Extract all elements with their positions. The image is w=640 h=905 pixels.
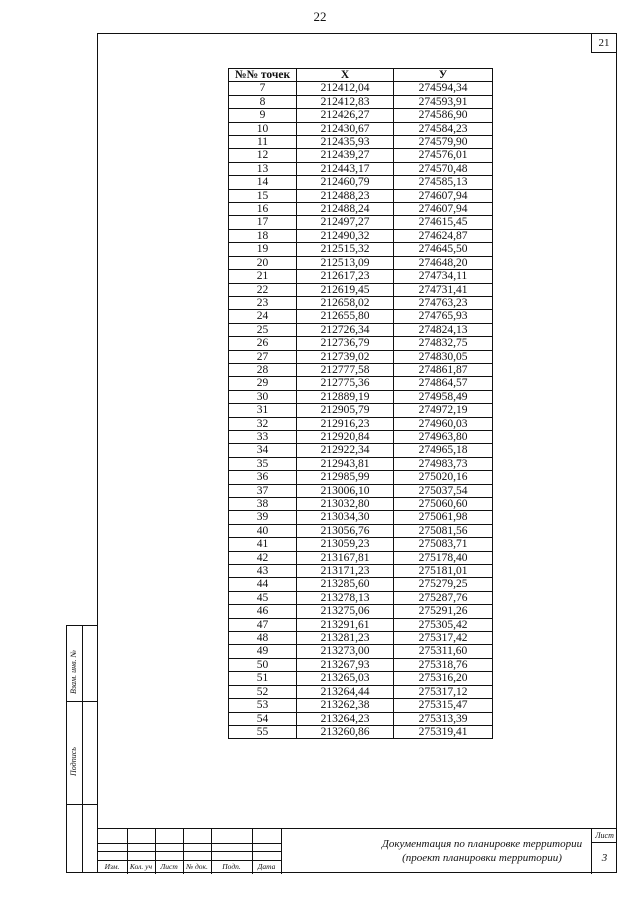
table-row: [229, 310, 493, 323]
cell-y: 274615,45: [394, 216, 493, 229]
cell-y: 274765,93: [394, 310, 493, 323]
table-row: [229, 471, 493, 484]
cell-point-number: 13: [229, 162, 297, 175]
cell-y: 275060,60: [394, 498, 493, 511]
cell-x: 212943,81: [297, 457, 394, 470]
cell-x: 212439,27: [297, 149, 394, 162]
cell-point-number: 33: [229, 430, 297, 443]
table-row: [229, 430, 493, 443]
hdr-doc-number: № док.: [186, 862, 208, 871]
table-body: [229, 82, 493, 739]
cell-y: 274584,23: [394, 122, 493, 135]
cell-point-number: 20: [229, 256, 297, 269]
table-row: [229, 645, 493, 658]
cell-y: 274731,41: [394, 283, 493, 296]
table-row: [229, 551, 493, 564]
side-label-inventory: Взам. инв. №: [69, 649, 78, 694]
table-row: [229, 444, 493, 457]
cell-y: 275287,76: [394, 591, 493, 604]
table-row: [229, 256, 493, 269]
cell-point-number: 31: [229, 404, 297, 417]
cell-y: 275319,41: [394, 725, 493, 738]
cell-x: 213056,76: [297, 524, 394, 537]
cell-y: 274585,13: [394, 176, 493, 189]
cell-y: 274570,48: [394, 162, 493, 175]
cell-point-number: 50: [229, 658, 297, 671]
cell-x: 212739,02: [297, 350, 394, 363]
table-row: [229, 524, 493, 537]
cell-y: 275061,98: [394, 511, 493, 524]
table-row: [229, 591, 493, 604]
cell-x: 212889,19: [297, 390, 394, 403]
cell-point-number: 27: [229, 350, 297, 363]
hdr-count: Кол. уч: [129, 862, 153, 871]
cell-point-number: 29: [229, 377, 297, 390]
cell-x: 213278,13: [297, 591, 394, 604]
cell-y: 274972,19: [394, 404, 493, 417]
cell-y: 274960,03: [394, 417, 493, 430]
cell-y: 275178,40: [394, 551, 493, 564]
cell-y: 274830,05: [394, 350, 493, 363]
cell-point-number: 22: [229, 283, 297, 296]
cell-point-number: 16: [229, 203, 297, 216]
cell-point-number: 40: [229, 524, 297, 537]
cell-x: 212426,27: [297, 109, 394, 122]
table-row: [229, 417, 493, 430]
cell-x: 212490,32: [297, 229, 394, 242]
cell-x: 212655,80: [297, 310, 394, 323]
cell-x: 213034,30: [297, 511, 394, 524]
table-row: [229, 390, 493, 403]
cell-x: 213285,60: [297, 578, 394, 591]
table-row: [229, 498, 493, 511]
cell-y: 274832,75: [394, 337, 493, 350]
cell-x: 212513,09: [297, 256, 394, 269]
cell-y: 274624,87: [394, 229, 493, 242]
cell-y: 274824,13: [394, 323, 493, 336]
cell-y: 275020,16: [394, 471, 493, 484]
cell-point-number: 17: [229, 216, 297, 229]
cell-point-number: 43: [229, 565, 297, 578]
table-row: [229, 484, 493, 497]
table-row: [229, 283, 493, 296]
cell-point-number: 25: [229, 323, 297, 336]
cell-x: 212488,23: [297, 189, 394, 202]
table-row: [229, 95, 493, 108]
side-label-signature: Подпись: [69, 747, 78, 776]
cell-point-number: 11: [229, 136, 297, 149]
cell-point-number: 8: [229, 95, 297, 108]
table-row: [229, 538, 493, 551]
cell-point-number: 48: [229, 632, 297, 645]
cell-y: 274864,57: [394, 377, 493, 390]
cell-point-number: 42: [229, 551, 297, 564]
cell-y: 274861,87: [394, 363, 493, 376]
coordinates-table: [228, 68, 493, 739]
table-row: [229, 296, 493, 309]
cell-y: 275279,25: [394, 578, 493, 591]
cell-point-number: 36: [229, 471, 297, 484]
cell-y: 274607,94: [394, 189, 493, 202]
sheet-label: Лист: [591, 829, 617, 843]
table-row: [229, 618, 493, 631]
table-row: [229, 203, 493, 216]
cell-point-number: 26: [229, 337, 297, 350]
cell-y: 275081,56: [394, 524, 493, 537]
cell-point-number: 23: [229, 296, 297, 309]
hdr-sheet: Лист: [160, 862, 178, 871]
cell-x: 212916,23: [297, 417, 394, 430]
table-row: [229, 109, 493, 122]
cell-y: 275311,60: [394, 645, 493, 658]
table-row: [229, 725, 493, 738]
cell-x: 213006,10: [297, 484, 394, 497]
page-number: 22: [313, 9, 327, 24]
table-row: [229, 363, 493, 376]
cell-x: 213171,23: [297, 565, 394, 578]
cell-y: 275313,39: [394, 712, 493, 725]
cell-point-number: 47: [229, 618, 297, 631]
hdr-date: Дата: [257, 862, 276, 871]
cell-x: 212412,04: [297, 82, 394, 95]
cell-point-number: 10: [229, 122, 297, 135]
cell-y: 275037,54: [394, 484, 493, 497]
cell-y: 274963,80: [394, 430, 493, 443]
cell-point-number: 55: [229, 725, 297, 738]
cell-point-number: 49: [229, 645, 297, 658]
cell-x: 213291,61: [297, 618, 394, 631]
table-row: [229, 404, 493, 417]
cell-x: 213262,38: [297, 699, 394, 712]
cell-x: 213281,23: [297, 632, 394, 645]
cell-point-number: 51: [229, 672, 297, 685]
cell-x: 212726,34: [297, 323, 394, 336]
table-row: [229, 685, 493, 698]
table-row: [229, 149, 493, 162]
cell-x: 212985,99: [297, 471, 394, 484]
cell-y: 274576,01: [394, 149, 493, 162]
cell-y: 275317,12: [394, 685, 493, 698]
cell-x: 212658,02: [297, 296, 394, 309]
cell-x: 213260,86: [297, 725, 394, 738]
table-row: [229, 457, 493, 470]
cell-x: 212905,79: [297, 404, 394, 417]
cell-x: 213275,06: [297, 605, 394, 618]
cell-y: 275318,76: [394, 658, 493, 671]
document-title-line1: Документация по планировке территории: [381, 838, 583, 850]
cell-point-number: 19: [229, 243, 297, 256]
table-row: [229, 136, 493, 149]
cell-y: 275317,42: [394, 632, 493, 645]
table-row: [229, 229, 493, 242]
cell-y: 274965,18: [394, 444, 493, 457]
cell-x: 213167,81: [297, 551, 394, 564]
table-row: [229, 323, 493, 336]
cell-x: 212736,79: [297, 337, 394, 350]
cell-point-number: 46: [229, 605, 297, 618]
cell-x: 213032,80: [297, 498, 394, 511]
cell-point-number: 53: [229, 699, 297, 712]
table-row: [229, 176, 493, 189]
cell-x: 213265,03: [297, 672, 394, 685]
table-row: [229, 658, 493, 671]
table-row: [229, 216, 493, 229]
cell-x: 212460,79: [297, 176, 394, 189]
table-row: [229, 672, 493, 685]
cell-point-number: 18: [229, 229, 297, 242]
cell-x: 212515,32: [297, 243, 394, 256]
title-block-grid: [97, 829, 281, 874]
cell-point-number: 14: [229, 176, 297, 189]
cell-x: 212435,93: [297, 136, 394, 149]
side-stamp: [66, 625, 97, 873]
table-row: [229, 712, 493, 725]
table-row: [229, 162, 493, 175]
sheet-value: 3: [591, 843, 617, 874]
col-header-y: У: [394, 69, 493, 82]
hdr-signature: Подп.: [222, 862, 241, 871]
cell-x: 213264,44: [297, 685, 394, 698]
cell-x: 212443,17: [297, 162, 394, 175]
table-row: [229, 565, 493, 578]
table-row: [229, 578, 493, 591]
cell-y: 274983,73: [394, 457, 493, 470]
table-row: [229, 699, 493, 712]
document-title: [287, 837, 640, 865]
col-header-x: X: [297, 69, 394, 82]
cell-x: 212619,45: [297, 283, 394, 296]
cell-y: 275315,47: [394, 699, 493, 712]
table-row: [229, 243, 493, 256]
document-title-line2: (проект планировки территории): [402, 852, 562, 864]
cell-point-number: 41: [229, 538, 297, 551]
table-row: [229, 377, 493, 390]
table-row: [229, 605, 493, 618]
table-row: [229, 632, 493, 645]
cell-point-number: 54: [229, 712, 297, 725]
cell-point-number: 21: [229, 270, 297, 283]
cell-y: 275291,26: [394, 605, 493, 618]
cell-point-number: 32: [229, 417, 297, 430]
table-row: [229, 189, 493, 202]
cell-x: 212922,34: [297, 444, 394, 457]
cell-point-number: 7: [229, 82, 297, 95]
cell-point-number: 52: [229, 685, 297, 698]
table-row: [229, 270, 493, 283]
table-row: [229, 82, 493, 95]
cell-point-number: 9: [229, 109, 297, 122]
cell-point-number: 37: [229, 484, 297, 497]
cell-y: 274607,94: [394, 203, 493, 216]
cell-point-number: 24: [229, 310, 297, 323]
cell-y: 274763,23: [394, 296, 493, 309]
cell-x: 212488,24: [297, 203, 394, 216]
cell-point-number: 44: [229, 578, 297, 591]
cell-x: 212412,83: [297, 95, 394, 108]
table-row: [229, 122, 493, 135]
table-row: [229, 337, 493, 350]
table-row: [229, 511, 493, 524]
cell-y: 274586,90: [394, 109, 493, 122]
sheet-box: 21: [591, 33, 617, 53]
cell-x: 212775,36: [297, 377, 394, 390]
cell-y: 275181,01: [394, 565, 493, 578]
cell-y: 274734,11: [394, 270, 493, 283]
col-header-point: №№ точек: [229, 69, 297, 82]
cell-x: 212497,27: [297, 216, 394, 229]
cell-y: 275305,42: [394, 618, 493, 631]
cell-x: 213059,23: [297, 538, 394, 551]
cell-x: 212430,67: [297, 122, 394, 135]
cell-point-number: 38: [229, 498, 297, 511]
cell-point-number: 39: [229, 511, 297, 524]
cell-y: 274594,34: [394, 82, 493, 95]
cell-point-number: 35: [229, 457, 297, 470]
cell-y: 274593,91: [394, 95, 493, 108]
hdr-change: Изм.: [104, 862, 120, 871]
cell-point-number: 28: [229, 363, 297, 376]
cell-point-number: 34: [229, 444, 297, 457]
cell-x: 213273,00: [297, 645, 394, 658]
cell-x: 213264,23: [297, 712, 394, 725]
title-block: [97, 828, 617, 873]
cell-point-number: 15: [229, 189, 297, 202]
cell-point-number: 45: [229, 591, 297, 604]
cell-y: 274648,20: [394, 256, 493, 269]
cell-y: 274958,49: [394, 390, 493, 403]
cell-x: 212777,58: [297, 363, 394, 376]
cell-point-number: 30: [229, 390, 297, 403]
cell-point-number: 12: [229, 149, 297, 162]
cell-x: 213267,93: [297, 658, 394, 671]
cell-y: 275316,20: [394, 672, 493, 685]
table-row: [229, 350, 493, 363]
cell-x: 212617,23: [297, 270, 394, 283]
cell-y: 274579,90: [394, 136, 493, 149]
table-header-row: [229, 69, 493, 82]
cell-y: 274645,50: [394, 243, 493, 256]
cell-x: 212920,84: [297, 430, 394, 443]
cell-y: 275083,71: [394, 538, 493, 551]
